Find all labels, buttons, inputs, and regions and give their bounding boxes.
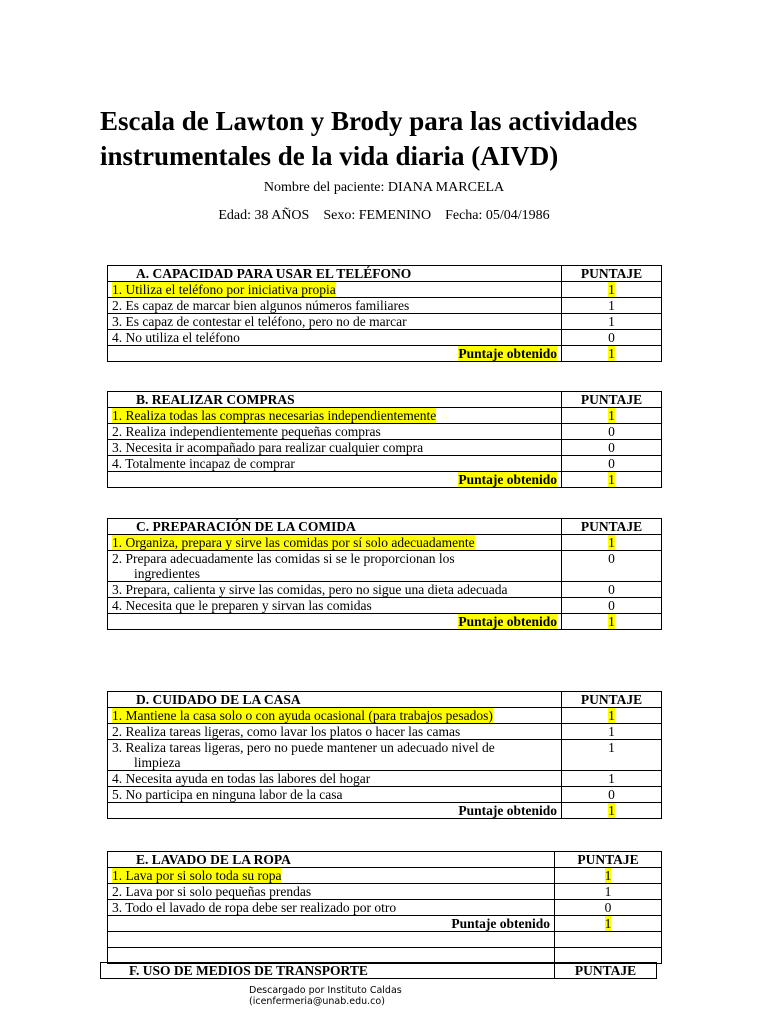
- section-b-table: [107, 391, 662, 488]
- table-row: [108, 771, 662, 787]
- item-score: 1: [562, 724, 662, 740]
- item-score: 1: [555, 884, 662, 900]
- item-text: 4. Totalmente incapaz de comprar: [108, 456, 562, 472]
- item-score: 1: [562, 740, 662, 771]
- item-text-continued: ingredientes: [134, 566, 200, 581]
- item-score: 1: [562, 298, 662, 314]
- footer-line-1: Descargado por Instituto Caldas: [249, 985, 402, 996]
- total-row: [108, 614, 662, 630]
- item-score: 1: [608, 708, 615, 723]
- table-row: [108, 598, 662, 614]
- total-score: 1: [608, 472, 615, 487]
- footer-line-2: (icenfermeria@unab.edu.co): [249, 996, 385, 1007]
- item-text: 1. Lava por si solo toda su ropa: [112, 868, 282, 883]
- section-header: F. USO DE MEDIOS DE TRANSPORTE: [101, 963, 555, 979]
- section-header: D. CUIDADO DE LA CASA: [108, 692, 562, 708]
- item-text: 2. Realiza tareas ligeras, como lavar los platos o hacer las camas: [108, 724, 562, 740]
- item-score: 1: [562, 771, 662, 787]
- score-header: PUNTAJE: [562, 266, 662, 282]
- patient-details: [0, 208, 768, 224]
- item-text: 2. Prepara adecuadamente las comidas si se le proporcionan los: [112, 551, 455, 566]
- total-row: [108, 916, 662, 932]
- patient-name: Nombre del paciente: DIANA MARCELA: [263, 180, 505, 195]
- table-row: [108, 298, 662, 314]
- download-footer: [249, 985, 402, 1007]
- item-score: 0: [562, 456, 662, 472]
- item-score: 0: [562, 598, 662, 614]
- item-text: 3. Es capaz de contestar el teléfono, pero no de marcar: [108, 314, 562, 330]
- table-row: [108, 408, 662, 424]
- table-row: [108, 724, 662, 740]
- item-text-continued: limpieza: [134, 755, 181, 770]
- total-label: Puntaje obtenido: [458, 614, 557, 629]
- item-text: 2. Realiza independientemente pequeñas compras: [108, 424, 562, 440]
- table-row: [108, 582, 662, 598]
- total-label: Puntaje obtenido: [458, 346, 557, 361]
- item-text: 1. Utiliza el teléfono por iniciativa propia: [112, 282, 336, 297]
- table-row: [108, 456, 662, 472]
- table-row: [108, 440, 662, 456]
- item-text: 4. No utiliza el teléfono: [108, 330, 562, 346]
- page-title: Escala de Lawton y Brody para las actividades instrumentales de la vida diaria (AIVD): [100, 106, 638, 171]
- item-text: 1. Mantiene la casa solo o con ayuda ocasional (para trabajos pesados): [112, 708, 493, 723]
- item-score: 1: [608, 282, 615, 297]
- item-text: 1. Organiza, prepara y sirve las comidas por sí solo adecuadamente: [112, 535, 475, 550]
- table-row: [108, 330, 662, 346]
- empty-row: [108, 932, 662, 948]
- table-row: [108, 787, 662, 803]
- item-score: 1: [604, 868, 612, 883]
- total-label: Puntaje obtenido: [451, 916, 550, 931]
- table-row: [108, 708, 662, 724]
- table-row: [108, 884, 662, 900]
- total-score: 1: [608, 346, 615, 361]
- total-score: 1: [604, 916, 612, 931]
- total-label: Puntaje obtenido: [458, 803, 557, 818]
- item-text: 5. No participa en ninguna labor de la casa: [108, 787, 562, 803]
- total-label: Puntaje obtenido: [458, 472, 557, 487]
- section-header: B. REALIZAR COMPRAS: [108, 392, 562, 408]
- table-row: [108, 900, 662, 916]
- section-header: E. LAVADO DE LA ROPA: [108, 852, 555, 868]
- item-score: 1: [608, 408, 615, 423]
- item-score: 0: [555, 900, 662, 916]
- section-e-table: [107, 851, 662, 964]
- total-score: 1: [608, 803, 615, 818]
- item-text: 3. Prepara, calienta y sirve las comidas, pero no sigue una dieta adecuada: [108, 582, 562, 598]
- patient-age: Edad: 38 AÑOS: [218, 208, 310, 223]
- item-score: 0: [562, 787, 662, 803]
- total-score: 1: [608, 614, 615, 629]
- item-text: 4. Necesita que le preparen y sirvan las comidas: [108, 598, 562, 614]
- total-row: [108, 472, 662, 488]
- section-d-table: [107, 691, 662, 819]
- section-header: A. CAPACIDAD PARA USAR EL TELÉFONO: [108, 266, 562, 282]
- table-row: [108, 740, 662, 771]
- item-score: 1: [608, 535, 615, 550]
- total-row: [108, 803, 662, 819]
- patient-date: Fecha: 05/04/1986: [445, 208, 550, 223]
- section-f-table: [100, 962, 657, 979]
- table-row: [108, 282, 662, 298]
- item-text: 3. Realiza tareas ligeras, pero no puede mantener un adecuado nivel de: [112, 740, 495, 755]
- table-row: [108, 535, 662, 551]
- total-row: [108, 346, 662, 362]
- item-text: 3. Todo el lavado de ropa debe ser realizado por otro: [108, 900, 555, 916]
- section-header: C. PREPARACIÓN DE LA COMIDA: [108, 519, 562, 535]
- score-header: PUNTAJE: [562, 519, 662, 535]
- score-header: PUNTAJE: [562, 692, 662, 708]
- score-header: PUNTAJE: [562, 392, 662, 408]
- item-score: 0: [562, 330, 662, 346]
- item-score: 0: [562, 582, 662, 598]
- item-text: 2. Es capaz de marcar bien algunos números familiares: [108, 298, 562, 314]
- table-row: [108, 314, 662, 330]
- item-score: 0: [562, 424, 662, 440]
- item-score: 1: [562, 314, 662, 330]
- section-c-table: [107, 518, 662, 630]
- score-header: PUNTAJE: [555, 852, 662, 868]
- table-row: [108, 424, 662, 440]
- item-text: 3. Necesita ir acompañado para realizar cualquier compra: [108, 440, 562, 456]
- table-row: [108, 551, 662, 582]
- score-header: PUNTAJE: [555, 963, 657, 979]
- table-row: [108, 868, 662, 884]
- item-score: 0: [562, 440, 662, 456]
- section-a-table: [107, 265, 662, 362]
- item-text: 2. Lava por si solo pequeñas prendas: [108, 884, 555, 900]
- item-text: 1. Realiza todas las compras necesarias independientemente: [112, 408, 437, 423]
- patient-sex: Sexo: FEMENINO: [323, 208, 432, 223]
- item-text: 4. Necesita ayuda en todas las labores del hogar: [108, 771, 562, 787]
- item-score: 0: [562, 551, 662, 582]
